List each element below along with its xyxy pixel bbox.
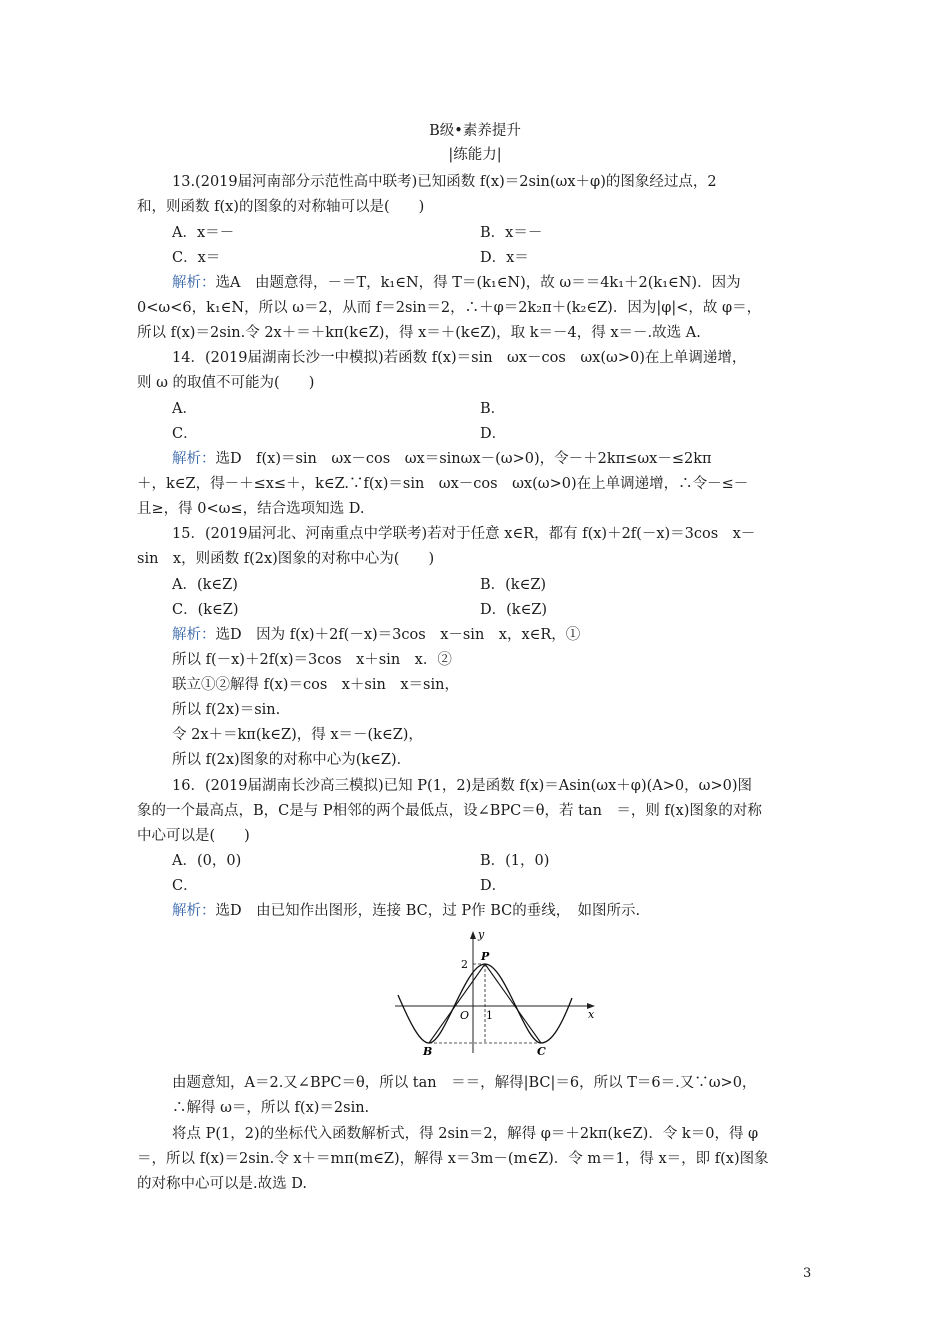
level-title: B级•素养提升 [429,123,521,139]
problem-16-option-c: C． [172,878,198,894]
problem-16-option-a: A．(0，0) [172,853,242,869]
point-b-label: B [423,1045,433,1058]
problem-15-solution-line-2: 所以 f(－x)＋2f(x)＝3cos x＋sin x．② [172,652,452,668]
problem-14-solution-line-2: ＋，k∈Z，得－＋≤x≤＋，k∈Z.∵f(x)＝sin ωx－cos ωx(ω>0)在上单调递增，∴令－≤－ [137,476,749,492]
analysis-label: 解析： [172,903,216,919]
problem-13-solution-line-1: 解析：选A 由题意得，－＝T，k₁∈N，得 T＝(k₁∈N)，故 ω＝＝4k₁＋2(k₁∈N)．因为 [172,275,741,291]
problem-16-option-d: D． [480,878,507,894]
point-p-label: P [481,950,490,963]
problem-14-option-c: C． [172,426,198,442]
problem-15-stem-line-1: 15．(2019届河北、河南重点中学联考)若对于任意 x∈R，都有 f(x)＋2f(－x)＝3cos x－ [172,526,756,542]
problem-16-stem-line-1: 16．(2019届湖南长沙高三模拟)已知 P(1，2)是函数 f(x)＝Asin(ωx＋φ)(A>0，ω>0)图 [172,778,752,794]
problem-16-after-figure-line-3: 将点 P(1，2)的坐标代入函数解析式，得 2sin＝2，解得 φ＝＋2kπ(k∈Z)．令 k＝0，得 φ [172,1126,759,1142]
origin-label: O [460,1009,470,1022]
x-tick-1: 1 [486,1009,493,1022]
problem-13-stem-line-1: 13.(2019届河南部分示范性高中联考)已知函数 f(x)＝2sin(ωx＋φ)的图象经过点，2 [172,174,717,190]
x-axis-label: x [588,1008,595,1021]
y-tick-2: 2 [461,958,468,971]
segment-pb [429,964,485,1043]
problem-16-stem-line-3: 中心可以是( ) [137,828,250,844]
problem-13-solution-line-3: 所以 f(x)＝2sin.令 2x＋＝＋kπ(k∈Z)，得 x＝＋(k∈Z)，取 k＝－4，得 x＝－.故选 A. [137,325,701,341]
problem-14-solution-line-3: 且≥，得 0<ω≤，结合选项知选 D. [137,501,365,517]
problem-16-after-figure-line-2: ∴解得 ω＝，所以 f(x)＝2sin. [172,1100,370,1116]
problem-15-stem-line-2: sin x，则函数 f(2x)图象的对称中心为( ) [137,551,435,567]
problem-15-option-d: D．(k∈Z) [480,602,548,618]
analysis-label: 解析： [172,451,216,467]
problem-13-solution-line-2: 0<ω<6，k₁∈N，所以 ω＝2，从而 f＝2sin＝2，∴＋φ＝2k₂π＋(k₂∈Z)．因为|φ|<，故 φ＝， [137,300,762,316]
problem-14-solution-line-1: 解析：选D f(x)＝sin ωx－cos ωx＝sinωx－(ω>0)，令－＋2kπ≤ωx－≤2kπ [172,451,712,467]
point-c-label: C [537,1045,546,1058]
problem-13-option-a: A．x＝－ [172,225,235,241]
problem-16-stem-line-2: 象的一个最高点，B，C是与 P相邻的两个最低点，设∠BPC＝θ，若 tan ＝，则 f(x)图象的对称 [137,803,762,819]
problem-14-stem-line-2: 则 ω 的取值不可能为( ) [137,375,315,391]
problem-15-option-c: C．(k∈Z) [172,602,239,618]
page-number: 3 [803,1266,812,1281]
problem-14-option-b: B． [480,401,506,417]
sine-graph-figure [390,928,605,1058]
section-tag: |练能力| [448,147,502,163]
problem-16-after-figure-line-1: 由题意知，A＝2.又∠BPC＝θ，所以 tan ＝＝，解得|BC|＝6，所以 T＝6＝.又∵ω>0， [172,1075,757,1091]
problem-15-solution-line-6: 所以 f(2x)图象的对称中心为(k∈Z)． [172,752,412,768]
analysis-label: 解析： [172,627,216,643]
analysis-label: 解析： [172,275,216,291]
problem-15-solution-line-4: 所以 f(2x)＝sin. [172,702,281,718]
problem-13-option-d: D．x＝ [480,250,529,266]
problem-15-option-a: A．(k∈Z) [172,577,238,593]
problem-16-option-b: B．(1，0) [480,853,550,869]
problem-15-option-b: B．(k∈Z) [480,577,547,593]
problem-13-option-c: C．x＝ [172,250,221,266]
problem-15-solution-line-3: 联立①②解得 f(x)＝cos x＋sin x＝sin， [172,677,459,693]
problem-14-option-d: D． [480,426,507,442]
problem-16-solution-line-1: 解析：选D 由已知作出图形，连接 BC，过 P作 BC的垂线， 如图所示. [172,903,641,919]
y-axis-label: y [478,928,485,941]
problem-15-solution-line-5: 令 2x＋＝kπ(k∈Z)，得 x＝－(k∈Z)， [172,727,423,743]
problem-14-option-a: A． [172,401,197,417]
problem-14-stem-line-1: 14．(2019届湖南长沙一中模拟)若函数 f(x)＝sin ωx－cos ωx(ω>0)在上单调递增， [172,350,747,366]
y-axis-arrow [470,931,476,939]
problem-13-stem-line-2: 和，则函数 f(x)的图象的对称轴可以是( ) [137,199,425,215]
problem-16-after-figure-line-5: 的对称中心可以是.故选 D. [137,1176,307,1192]
problem-16-after-figure-line-4: ＝，所以 f(x)＝2sin.令 x＋＝mπ(m∈Z)，解得 x＝3m－(m∈Z)．令 m＝1，得 x＝，即 f(x)图象 [137,1151,769,1167]
problem-13-option-b: B．x＝－ [480,225,543,241]
segment-pc [485,964,541,1043]
problem-15-solution-line-1: 解析：选D 因为 f(x)＋2f(－x)＝3cos x－sin x，x∈R，① [172,627,581,643]
